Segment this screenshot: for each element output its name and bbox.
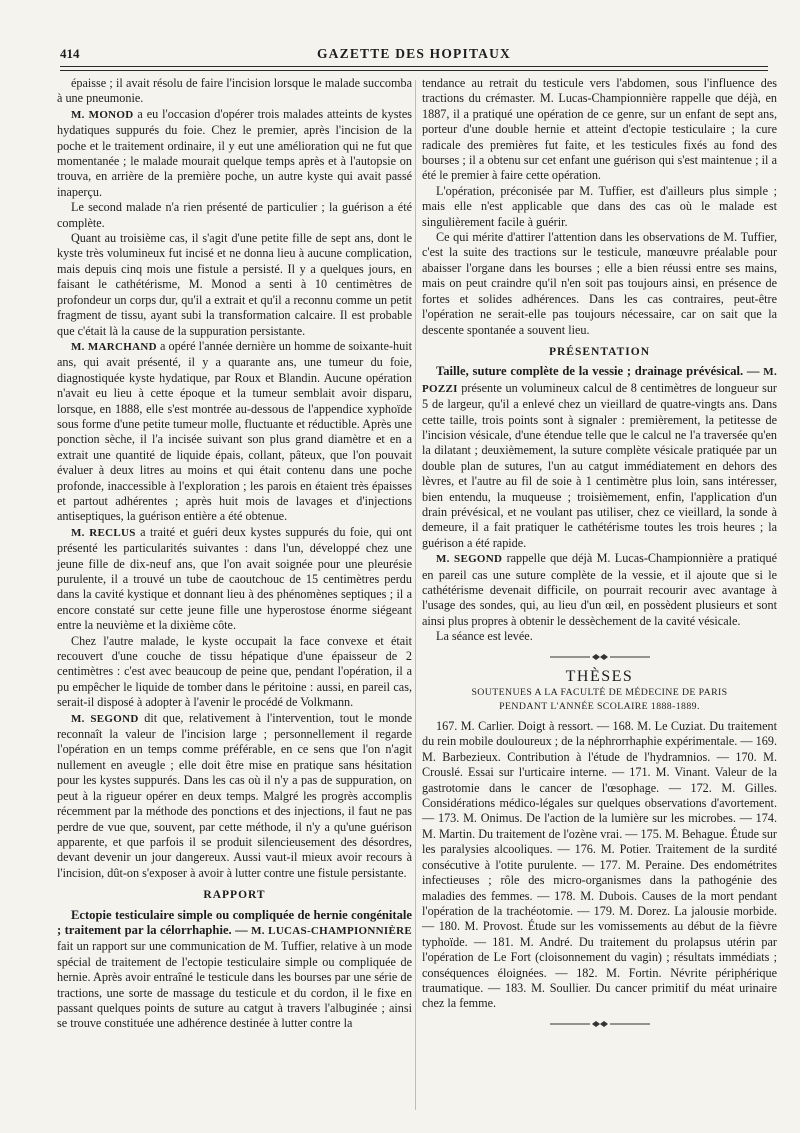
paragraph-text: dit que, relativement à l'intervention, tout le monde reconnaît la valeur de l'incision large ; personnellement il regarde l'opération en un temps comme préférable, en ce sens que l'on n'agit nullement en aveugle ; elle doit être mise en pratique sans hésitation pour les kystes suppurés. Dans les cas où il n'y a pas de suppuration, on peut à la rigueur opérer en deux temps. Malgré les progrès accomplis récemment par la méthode des ponctions et des injections, il faut ne pas perdre de vue que, souvent, par cette méthode, il n'y a qu'une guérison apparente, et que parfois il se produit silencieusement des désordres, devant devenir un jour dangereux. Aussi vaut-il mieux avoir recours à l'incision, dût-on s'exposer à avoir à lutter contre une fistule persistante. bbox=[57, 710, 412, 880]
section-ornament bbox=[550, 653, 650, 661]
speaker-name: M. SEGOND bbox=[436, 553, 503, 566]
page-number: 414 bbox=[60, 46, 80, 61]
article-heading: Ectopie testiculaire simple ou compliquée de hernie congénitale ; traitement par la célorrhaphie. — bbox=[57, 907, 412, 937]
paragraph-text: a eu l'occasion d'opérer trois malades atteints de kystes hydatiques suppurés du foie. Chez le premier, après l'incision de la poche et le traitement ordinaire, il y eut une amélioration qui ne fut que momentanée ; le malade mourait quelque temps après et à l'autopsie on trouva, en arrière de la première poche, un autre kyste qui avait passé inaperçu. bbox=[57, 106, 412, 199]
paragraph: L'opération, préconisée par M. Tuffier, est d'ailleurs plus simple ; mais elle n'est applicable que dans des cas où le malade est singulièrement facile à guérir. bbox=[422, 183, 777, 229]
speaker-name: M. MONOD bbox=[71, 108, 134, 121]
end-ornament bbox=[550, 1020, 650, 1028]
paragraph: Ce qui mérite d'attirer l'attention dans les observations de M. Tuffier, c'est la suite des tractions sur le testicule, manœuvre préalable pour abaisser l'organe dans les bourses ; elle a bien réussi entre ses mains, mais on peut craindre qu'il n'en soit pas toujours ainsi, en présence de fortes et solides adhérences. Dans les cas contraires, peut-être l'opération ne serait-elle pas toujours nécessaire, car on sait que la descente spontanée a souvent lieu. bbox=[422, 230, 777, 337]
column-separator bbox=[415, 80, 416, 1110]
theses-subtitle-line: SOUTENUES A LA FACULTÉ DE MÉDECINE DE PARIS bbox=[471, 687, 728, 699]
page-header bbox=[60, 40, 768, 66]
paragraph bbox=[422, 364, 777, 551]
paragraph-text: présente un volumineux calcul de 8 centimètres de longueur sur 5 de largeur, qu'il a enlevé chez un vieillard de quatre-vingts ans. Dans cette taille, trois points sont à signaler : premièrement, la petitesse de l'incision vésicale, d'une étendue telle que le calcul ne l'a traversée qu'en la dilatant ; deuxièmement, la suture complète vésicale pratiquée par un double plan de sutures, l'un au catgut immédiatement en dehors des lèvres, et l'autre au fil de soie à 1 centimètre plus loin, sans intéresser, bien entendu, la muqueuse ; troisièmement, enfin, l'application d'un drain prévésical, et ne voulant pas utiliser, chez ce vieillard, la sonde à demeure, il a fait pratiquer le cathétérisme toutes les trois heures ; la guérison a été rapide. bbox=[422, 380, 777, 550]
paragraph: tendance au retrait du testicule vers l'abdomen, sous l'influence des tractions du crémaster. M. Lucas-Championnière rappelle que déjà, en 1887, il a pratiqué une opération de ce genre, sur un enfant de sept ans, porteur d'une double hernie et atteint d'ectopie testiculaire ; la cure radicale des premières fut faite, et les testicules fixés au fond des bourses ; il a obtenu sur cet enfant une guérison qui s'est maintenue ; il a été le premier à faire cette opération. bbox=[422, 76, 777, 183]
theses-subtitle-line: PENDANT L'ANNÉE SCOLAIRE 1888-1889. bbox=[499, 701, 700, 713]
paragraph: Chez l'autre malade, le kyste occupait la face convexe et était recouvert d'une couche de tissu hépatique d'une épaisseur de 2 centimètres : c'est avec beaucoup de peine que, pendant l'opération, il a pu empêcher le liquide de tomber dans le péritoine : aussi, en pareil cas, serait-il disposé à adopter à l'avenir le procédé de Volkmann. bbox=[57, 633, 412, 710]
theses-subtitle bbox=[422, 686, 777, 714]
right-column bbox=[422, 76, 777, 1036]
paragraph-text: a opéré l'année dernière un homme de soixante-huit ans, qui avait présenté, il y a quarante ans, une tumeur du foie, diagnostiquée kyste hydatique, par Roux et Blandin. Aucune opération n'avait eu lieu à cette époque et la tumeur semblait avoir disparu, lorsque, en 1888, elle s'est montrée au-dessous de l'appendice xyphoïde sous forme d'une petite tumeur molle, fluctuante et réductible. Après une ponction sèche, il l'a incisée suivant son plus grand diamètre et en a extrait une quantité de liquide épais, collant, pâteux, que l'on pouvait évaluer à deux litres au moins et qui était contenu dans une poche profonde, inaccessible à l'exploration ; les parois en étaient très épaisses et partout adhérentes ; après huit mois de lavages et d'injections antiseptiques, la guérison entière a été obtenue. bbox=[57, 338, 412, 524]
header-rule bbox=[60, 66, 768, 71]
speaker-name: M. MARCHAND bbox=[71, 340, 157, 353]
paragraph bbox=[57, 339, 412, 525]
paragraph bbox=[57, 525, 412, 634]
speaker-name: M. LUCAS-CHAMPIONNIÈRE bbox=[251, 924, 412, 937]
paragraph-text: rappelle que déjà M. Lucas-Championnière a pratiqué en pareil cas une suture complète de la vessie, et il ajoute que si le cathétérisme devenait difficile, on pourrait recourir avec avantage à l'usage des sondes, qui, au lieu d'un œil, en possèdent plusieurs et sont ainsi plus propres à obtenir le dessèchement de la cavité vésicale. bbox=[422, 551, 777, 628]
paragraph: La séance est levée. bbox=[436, 629, 533, 644]
paragraph bbox=[57, 711, 412, 881]
paragraph: Quant au troisième cas, il s'agit d'une petite fille de sept ans, dont le kyste très volumineux fut incisé et ne donna lieu à aucune complication, mais depuis cinq mois une fistule a persisté. Il y a quelques jours, en faisant le cathétérisme, M. Monod a senti à 10 centimètres de profondeur un corps dur, qu'il a extrait et qu'il a reconnu comme un petit fragment de tissu, ayant subi la transformation calcaire. Il est probable que c'était là la cause de la suppuration persistante. bbox=[57, 231, 412, 338]
speaker-name: M. RECLUS bbox=[71, 526, 136, 539]
paragraph bbox=[422, 551, 777, 629]
article-heading: Taille, suture complète de la vessie ; drainage prévésical. — bbox=[436, 364, 764, 379]
section-title-rapport: RAPPORT bbox=[203, 889, 266, 902]
paragraph bbox=[57, 107, 412, 200]
theses-list: 167. M. Carlier. Doigt à ressort. — 168. M. Le Cuziat. Du traitement du rein mobile douloureux ; de la néphrorrhaphie expérimentale. — 169. M. Barbezieux. Contribution à l'étude de l'hydramnios. — 170. M. Crouslé. Essai sur l'urticaire interne. — 171. M. Vinant. Valeur de la gastrotomie dans le cancer de l'œsophage. — 172. M. Gilles. Considérations médico-légales sur quelques observations d'avortement. — 173. M. Onimus. De l'action de la lumière sur les microbes. — 174. M. Martin. Du traitement de l'ozène vrai. — 175. M. Behague. Étude sur les paralysies alcooliques. — 176. M. Potier. Traitement de la surdité consécutive à l'otite purulente. — 177. M. Peraine. Des endométrites infectieuses ; rôle des micro-organismes dans la pathogénie des maladies des femmes. — 178. M. Dubois. Causes de la mort pendant l'opération de la trachéotomie. — 179. M. Dorez. La jalousie morbide. — 180. M. Provost. Étude sur les vomissements au début de la fièvre typhoïde. — 181. M. André. Du traitement du prolapsus utérin par l'opération de Le Fort (cloisonnement du vagin) ; résultats immédiats ; conséquences éloignées. — 182. M. Fortin. Névrite périphérique traumatique. — 183. M. Soullier. Du cancer primitif du méat urinaire chez la femme. bbox=[422, 719, 777, 1011]
speaker-name: M. POZZI bbox=[422, 366, 777, 395]
speaker-name: M. SEGOND bbox=[71, 712, 139, 725]
theses-title: THÈSES bbox=[565, 667, 634, 685]
journal-title: GAZETTE DES HOPITAUX bbox=[316, 46, 512, 61]
section-title-presentation: PRÉSENTATION bbox=[548, 345, 651, 358]
paragraph-text: a traité et guéri deux kystes suppurés du foie, qui ont présenté les particularités suivantes : dans l'un, développé chez une jeune fille de dix-neuf ans, que l'on avait soignée pour une pleurésie purulente, il a trouvé un tube de caoutchouc de 15 centimètres perdu dans la cavité kystique et donnant lieu à des phénomènes septiques ; il a encore constaté sur cette jeune fille une hyperostose énorme siégeant entre la neuvième et la dixième côte. bbox=[57, 524, 412, 633]
paragraph bbox=[57, 908, 412, 1032]
left-column bbox=[57, 76, 412, 1032]
paragraph: épaisse ; il avait résolu de faire l'incision lorsque le malade succomba à une pneumonie. bbox=[57, 76, 412, 106]
paragraph-text: fait un rapport sur une communication de M. Tuffier, relative à un mode spécial de traitement de l'ectopie testiculaire simple ou compliquée de hernie. Après avoir entraîné le testicule dans les bourses par une série de tractions, une sorte de massage du testicule et du cordon, il le fixe en passant quelques points de suture au catgut à travers l'albuginée ; ainsi se trouve constituée une adhérence destinée à lutter contre la bbox=[57, 939, 412, 1031]
paragraph: Le second malade n'a rien présenté de particulier ; la guérison a été complète. bbox=[57, 200, 412, 230]
